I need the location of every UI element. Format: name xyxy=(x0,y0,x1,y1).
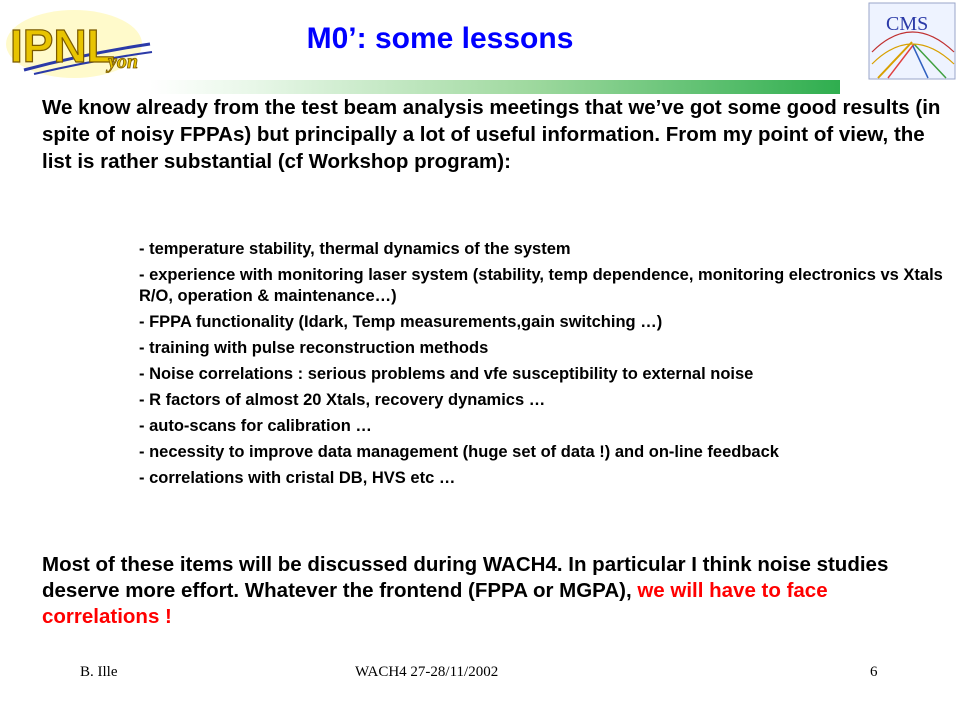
footer-author: B. Ille xyxy=(80,664,118,680)
lessons-list xyxy=(139,239,949,494)
slide-title: M0’: some lessons xyxy=(306,22,574,55)
cms-logo-text: CMS xyxy=(886,13,929,35)
list-item: - FPPA functionality (Idark, Temp measurements,gain switching …) xyxy=(139,313,663,331)
intro-paragraph: We know already from the test beam analysis meetings that we’ve got some good results (in spite of noisy FPPAs) but principally a lot of useful information. From my point of view, the list is rather substantial (cf Workshop program): xyxy=(42,96,941,173)
title-underline-bar xyxy=(150,80,840,94)
list-item: - correlations with cristal DB, HVS etc … xyxy=(139,469,456,487)
footer-event: WACH4 27-28/11/2002 xyxy=(355,664,499,680)
conclusion-highlight: we will have to face correlations ! xyxy=(42,579,828,628)
list-item: - necessity to improve data management (huge set of data !) and on-line feedback xyxy=(139,443,779,461)
footer-page-number: 6 xyxy=(870,664,878,680)
ipnl-logo-subtext: yon xyxy=(108,51,138,73)
list-item: - R factors of almost 20 Xtals, recovery dynamics … xyxy=(139,391,546,409)
conclusion-text: Most of these items will be discussed during WACH4. In particular I think noise studies deserve more effort. Whatever the frontend (FPPA or MGPA), xyxy=(42,553,889,602)
cms-logo xyxy=(868,2,956,80)
ipnl-logo-text: IPNL xyxy=(10,20,115,72)
list-item: - temperature stability, thermal dynamics of the system xyxy=(139,240,571,258)
list-item: - Noise correlations : serious problems and vfe susceptibility to external noise xyxy=(139,365,754,383)
list-item: - experience with monitoring laser system (stability, temp dependence, monitoring electronics vs Xtals R/O, operation & maintenance…) xyxy=(139,266,943,305)
list-item: - training with pulse reconstruction methods xyxy=(139,339,489,357)
conclusion-paragraph xyxy=(42,552,942,630)
list-item: - auto-scans for calibration … xyxy=(139,417,372,435)
